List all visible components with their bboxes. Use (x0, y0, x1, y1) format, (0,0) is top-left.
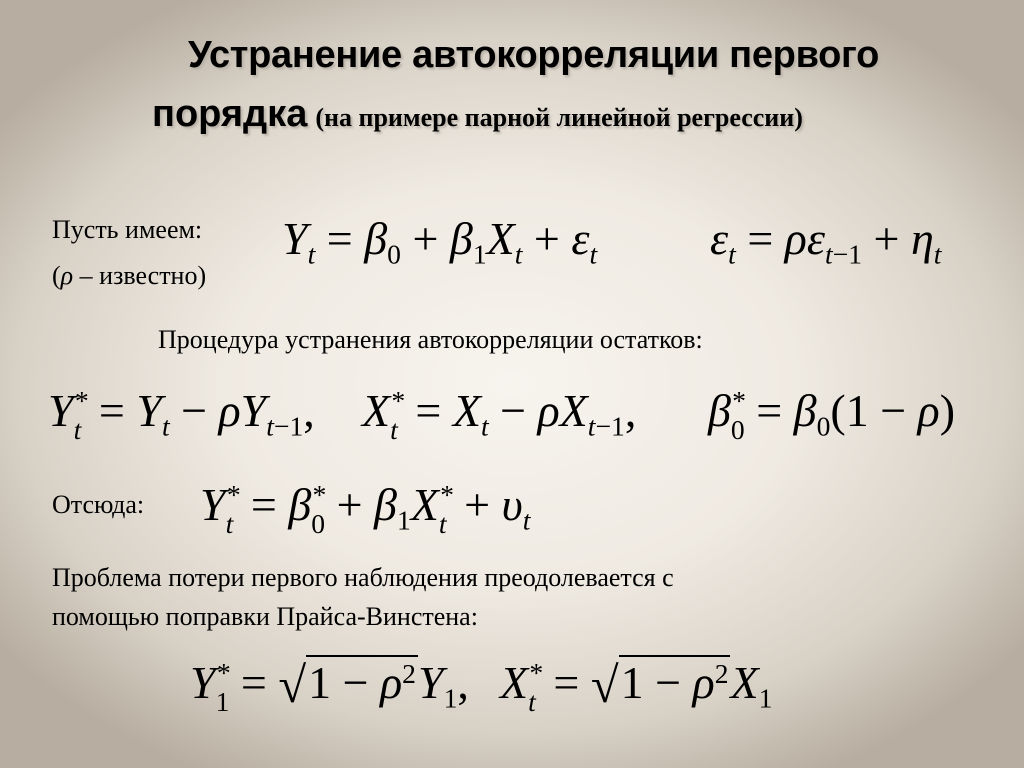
slide-title-word: порядка (152, 93, 308, 135)
formula-transform-x: X * t = $X_t - \rho X_{t-1}$, (362, 384, 637, 446)
slide-subtitle: (на примере парной линейной регрессии) (315, 103, 803, 132)
formula-transformed-model: Y * t = β * 0 + $\beta_1X$ * t + $\upsilon_t$ (200, 478, 531, 540)
problem-text-line2: помощью поправки Прайса-Винстена: (52, 602, 478, 631)
problem-text-line1: Проблема потери первого наблюдения преодолевается с (52, 563, 674, 592)
formula-prais-x: X * t = $√1 - \rho^2X_1$ (500, 656, 773, 718)
procedure-label: Процедура устранения автокорреляции остатков: (158, 325, 703, 354)
hence-label: Отсюда: (52, 490, 145, 519)
formula-model-y: $Y_t = \beta_0 + \beta_1X_t + \varepsilon_t$ (282, 213, 598, 270)
formula-transform-beta: β * 0 = $\beta_0(1 - \rho)$ (708, 384, 956, 446)
formula-transform-y: Y * t = $Y_t - \rho Y_{t-1}$, (48, 384, 315, 446)
formula-prais-y: Y * 1 = $√1 - \rho^2Y_1$, (190, 656, 469, 718)
rho-symbol: ρ (60, 261, 74, 290)
given-note (52, 261, 206, 291)
given-note-open: ( (52, 261, 61, 290)
slide-title-line2 (152, 93, 803, 136)
formula-model-eps: $\varepsilon_t = \rho\varepsilon_{t-1} + \eta_t$ (710, 213, 942, 270)
given-label: Пусть имеем: (52, 215, 203, 244)
given-note-text: – известно) (73, 261, 207, 290)
slide-title-line1: Устранение автокорреляции первого (188, 34, 879, 76)
